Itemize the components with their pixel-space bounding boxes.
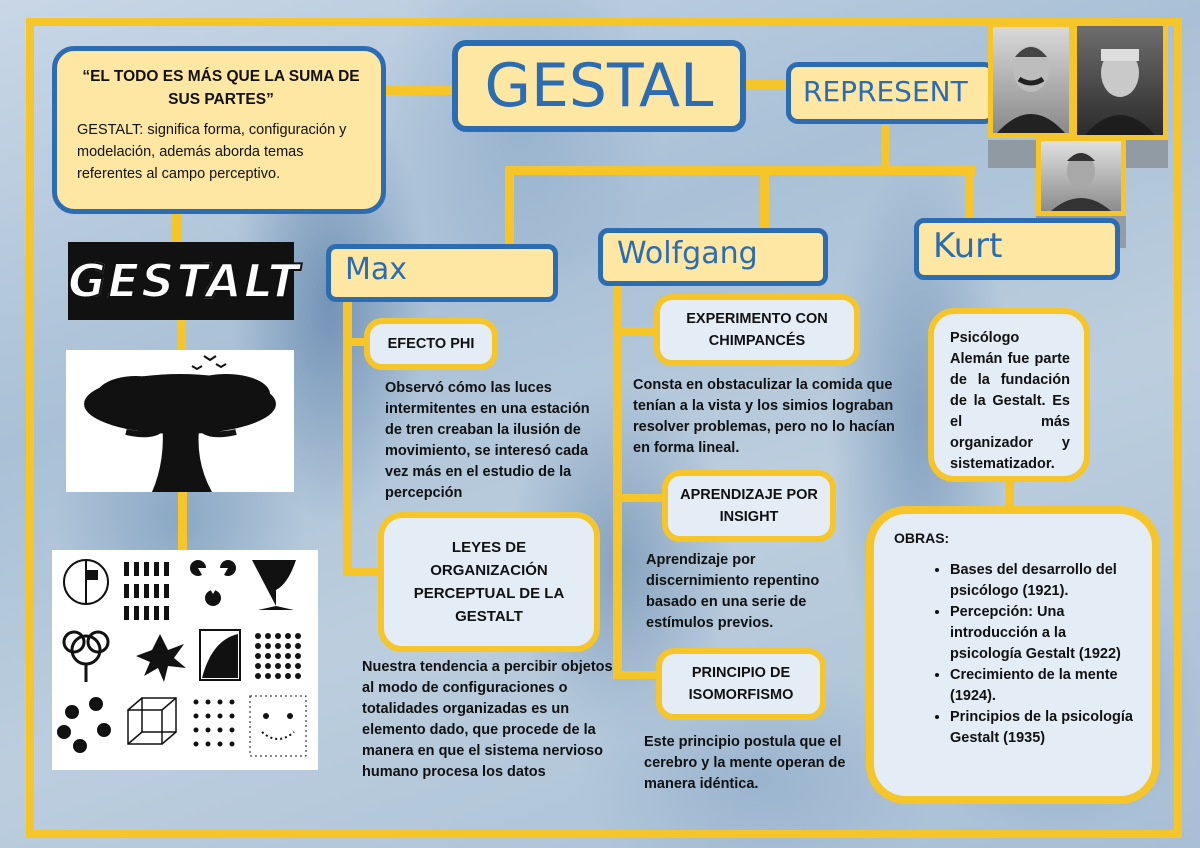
connector-line bbox=[965, 166, 974, 222]
connector-line bbox=[613, 286, 622, 678]
leyes-text: Nuestra tendencia a percibir objetos al modo de configuraciones o totalidades organizadas es un elemento dado, que procede de la manera en que el sistema nervioso humano procesa los datos bbox=[362, 659, 613, 780]
insight-label: APRENDIZAJE POR INSIGHT bbox=[680, 487, 818, 525]
tree-illusion-image bbox=[66, 350, 294, 492]
main-title-box bbox=[452, 40, 746, 132]
tree-faces-icon bbox=[66, 350, 294, 492]
kurt-description: Psicólogo Alemán fue parte de la fundación de la Gestalt. Es el más organizador y sistematizador. bbox=[950, 330, 1070, 472]
obras-list bbox=[894, 560, 1138, 749]
main-title: GESTAL bbox=[484, 51, 714, 121]
portrait-icon bbox=[993, 27, 1069, 133]
connector-line bbox=[613, 671, 660, 679]
efecto-phi-box bbox=[364, 318, 498, 370]
kurt-name-box bbox=[914, 218, 1120, 280]
insight-box bbox=[662, 470, 836, 542]
connector-line bbox=[172, 210, 181, 244]
obra-item: • Crecimiento de la mente (1924). bbox=[950, 665, 1138, 707]
connector-line bbox=[505, 166, 514, 244]
isomorfismo-box bbox=[656, 648, 826, 720]
obra-item: • Percepción: Una introducción a la psicología Gestalt (1922) bbox=[950, 602, 1138, 665]
obra-item: • Principios de la psicología Gestalt (1935) bbox=[950, 707, 1138, 749]
connector-line bbox=[760, 166, 769, 230]
isomorfismo-text: Este principio postula que el cerebro y la mente operan de manera idéntica. bbox=[644, 734, 846, 792]
portrait-icon bbox=[1077, 25, 1163, 135]
wolfgang-name: Wolfgang bbox=[617, 236, 758, 271]
leyes-box bbox=[378, 512, 600, 652]
connector-line bbox=[745, 80, 790, 89]
max-name-box bbox=[326, 244, 558, 302]
isomorfismo-label: PRINCIPIO DE ISOMORFISMO bbox=[688, 665, 794, 703]
representantes-box bbox=[786, 62, 996, 124]
illusions-grid-icon bbox=[52, 550, 318, 770]
insight-text: Aprendizaje por discernimiento repentino basado en una serie de estímulos previos. bbox=[646, 552, 820, 631]
wolfgang-name-box bbox=[598, 228, 828, 286]
max-name: Max bbox=[345, 252, 408, 287]
gestalt-logo-image bbox=[68, 242, 301, 320]
obras-label: OBRAS: bbox=[894, 530, 950, 546]
leyes-label: LEYES DE ORGANIZACIÓN PERCEPTUAL DE LA GESTALT bbox=[413, 539, 565, 625]
connector-line bbox=[385, 86, 460, 95]
chimpances-box bbox=[654, 294, 860, 366]
connector-line bbox=[343, 568, 383, 576]
kurt-description-box bbox=[928, 308, 1090, 482]
quote-body: GESTALT: significa forma, configuración y modelación, además aborda temas referentes al campo perceptivo. bbox=[77, 122, 347, 182]
quote-box bbox=[52, 46, 386, 214]
perception-illusions-image bbox=[52, 550, 318, 770]
connector-line bbox=[613, 327, 658, 335]
connector-line bbox=[881, 125, 889, 170]
representantes-label: REPRESENT bbox=[803, 75, 968, 108]
connector-line bbox=[505, 166, 975, 175]
efecto-phi-text: Observó cómo las luces intermitentes en una estación de tren creaban la ilusión de movimiento, se interesó cada vez más en el estudio de la percepción bbox=[385, 380, 590, 501]
connector-line bbox=[177, 320, 186, 350]
obra-item: • Bases del desarrollo del psicólogo (1921). bbox=[950, 560, 1138, 602]
connector-line bbox=[178, 492, 187, 550]
kurt-name: Kurt bbox=[933, 226, 1003, 266]
portrait-photo-wolfgang bbox=[988, 22, 1074, 138]
connector-line bbox=[613, 494, 665, 502]
obras-box bbox=[866, 506, 1160, 804]
chimpances-text: Consta en obstaculizar la comida que tenían a la vista y los simios lograban resolver problemas, pero no lo hacían en forma lineal. bbox=[633, 377, 895, 456]
efecto-phi-label: EFECTO PHI bbox=[387, 336, 475, 352]
portrait-photo-kurt bbox=[1036, 136, 1126, 216]
quote-heading: “EL TODO ES MÁS QUE LA SUMA DE SUS PARTES” bbox=[82, 68, 360, 108]
portrait-icon bbox=[1041, 141, 1121, 211]
portrait-photo-max bbox=[1072, 20, 1168, 140]
chimpances-label: EXPERIMENTO CON CHIMPANCÉS bbox=[686, 311, 828, 349]
gestalt-logo-text: GESTALT bbox=[68, 242, 294, 320]
